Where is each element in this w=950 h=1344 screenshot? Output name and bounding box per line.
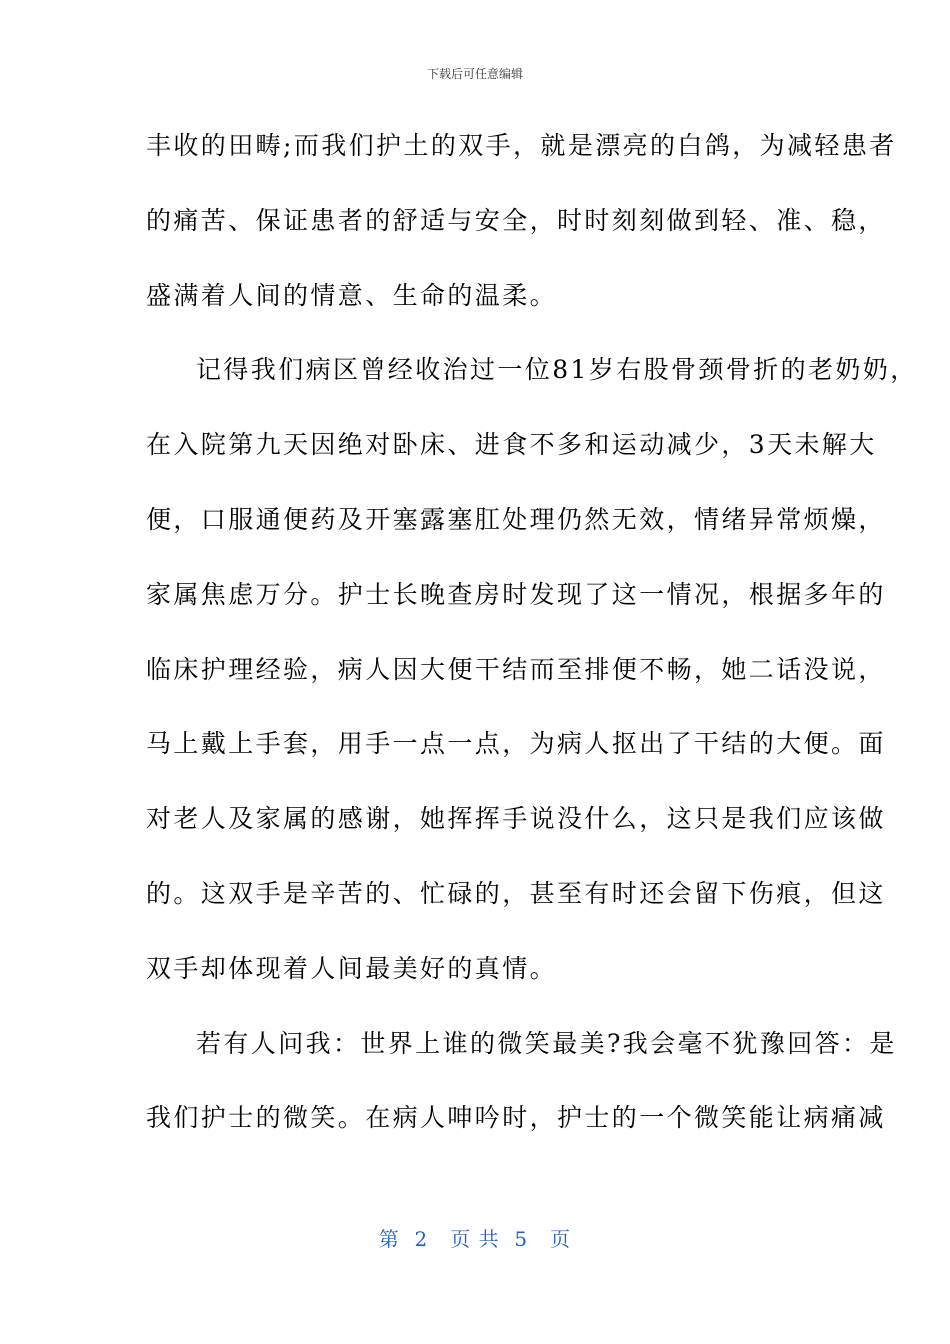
text-line: 便，口服通便药及开塞露塞肛处理仍然无效，情绪异常烦燥， xyxy=(146,504,886,534)
text-line: 丰收的田畴;而我们护土的双手，就是漂亮的白鸽，为减轻患者 xyxy=(146,131,897,160)
paragraph-start-line: 记得我们病区曾经收治过一位81岁右股骨颈骨折的老奶奶， xyxy=(196,355,918,385)
paragraph-start-line: 若有人问我：世界上谁的微笑最美?我会毫不犹豫回答：是 xyxy=(196,1028,897,1058)
text-line: 对老人及家属的感谢，她挥挥手说没什么，这只是我们应该做 xyxy=(146,804,886,834)
text-line: 盛满着人间的情意、生命的温柔。 xyxy=(146,280,558,310)
text-line: 我们护士的微笑。在病人呻吟时，护士的一个微笑能让病痛减 xyxy=(146,1103,886,1133)
text-line: 在入院第九天因绝对卧床、进食不多和运动减少，3天未解大 xyxy=(146,430,877,460)
page-number-footer: 第 2 页 共 5 页 xyxy=(378,1227,572,1251)
text-line: 临床护理经验，病人因大便干结而至排便不畅，她二话没说， xyxy=(146,654,886,684)
text-line: 的。这双手是辛苦的、忙碌的，甚至有时还会留下伤痕，但这 xyxy=(146,878,886,908)
text-line: 的痛苦、保证患者的舒适与安全，时时刻刻做到轻、准、稳， xyxy=(146,205,886,235)
text-line: 家属焦虑万分。护士长晚查房时发现了这一情况，根据多年的 xyxy=(146,579,886,609)
document-body xyxy=(146,126,918,1173)
text-line: 双手却体现着人间最美好的真情。 xyxy=(146,953,558,983)
text-line: 马上戴上手套，用手一点一点，为病人抠出了干结的大便。面 xyxy=(146,729,886,759)
header-note: 下载后可任意编辑 xyxy=(426,67,523,81)
